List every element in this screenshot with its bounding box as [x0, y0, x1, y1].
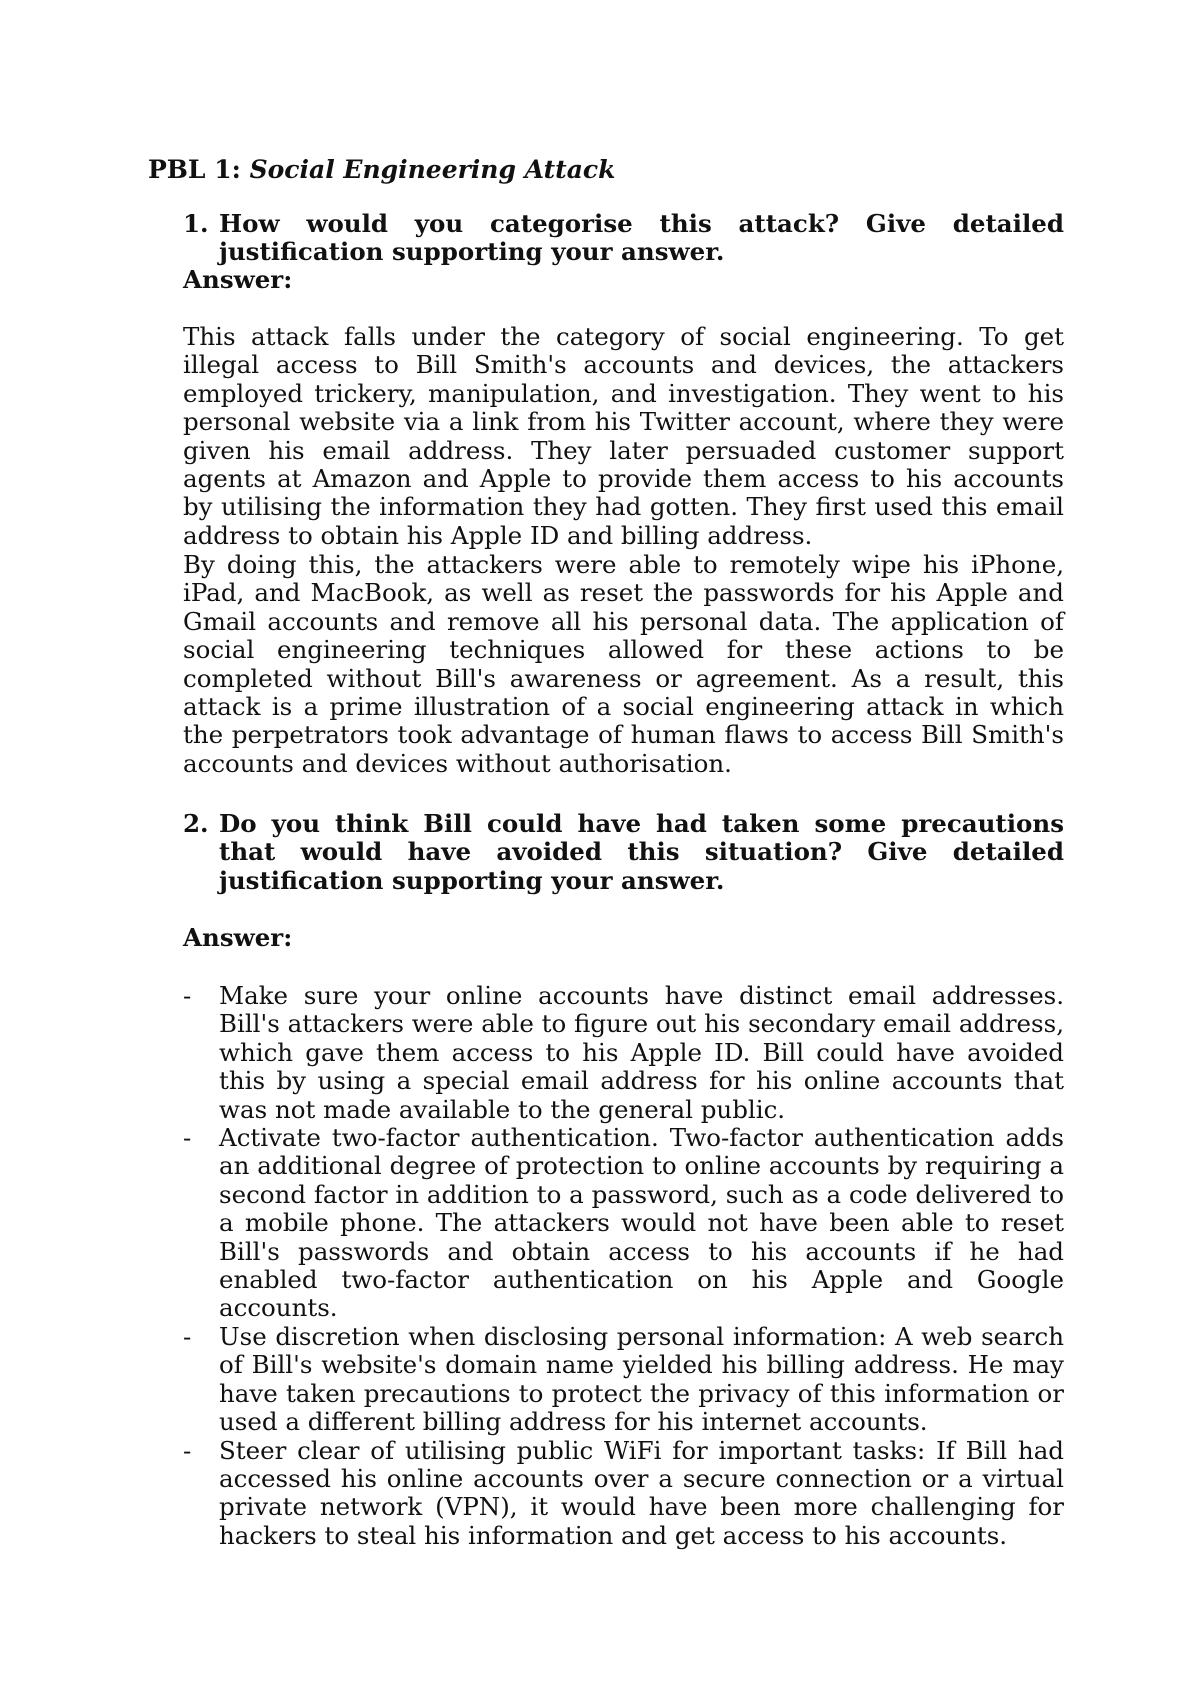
bullet-marker: - [183, 1123, 192, 1153]
list-item [183, 1124, 1064, 1323]
bullet-marker: - [183, 1321, 192, 1351]
question-2-answer-label: Answer: [183, 923, 293, 952]
precautions-list [183, 982, 1064, 1550]
title-prefix: PBL 1: [148, 155, 241, 184]
answer-1-paragraph-1: This attack falls under the category of social engineering. To get illegal access to Bill Smith's accounts and devices, the attackers employed trickery, manipulation, and investigation. They went to his personal website via a link from his Twitter account, where they were given his email address. They later persuaded customer support agents at Amazon and Apple to provide them access to his accounts by utilising the information they had gotten. They first used this email address to obtain his Apple ID and billing address. [183, 322, 1064, 550]
list-item-text: Activate two-factor authentication. Two-factor authentication adds an additional degree of protection to online accounts by requiring a second factor in addition to a password, such as a code delivered to a mobile phone. The attackers would not have been able to reset Bill's passwords and obtain access to his accounts if he had enabled two-factor authentication on his Apple and Google accounts. [219, 1123, 1064, 1323]
page-title [148, 156, 615, 184]
question-1-number: 1. [183, 209, 209, 238]
question-2-text: Do you think Bill could have had taken some precautions that would have avoided this situation? Give detailed justification supporting your answer. [219, 809, 1064, 895]
answer-1-paragraph-2: By doing this, the attackers were able to remotely wipe his iPhone, iPad, and MacBook, as well as reset the passwords for his Apple and Gmail accounts and remove all his personal data. The application of social engineering techniques allowed for these actions to be completed without Bill's awareness or agreement. As a result, this attack is a prime illustration of a social engineering attack in which the perpetrators took advantage of human flaws to access Bill Smith's accounts and devices without authorisation. [183, 550, 1064, 778]
question-1-answer-label: Answer: [183, 265, 293, 294]
bullet-marker: - [183, 1435, 192, 1465]
bullet-marker: - [183, 981, 192, 1010]
title-italic: Social Engineering Attack [249, 155, 616, 184]
question-1-text: How would you categorise this attack? Give detailed justification supporting your answer. [219, 209, 1064, 267]
list-item [183, 1437, 1064, 1551]
list-item [183, 1323, 1064, 1437]
list-item-text: Use discretion when disclosing personal information: A web search of Bill's website's domain name yielded his billing address. He may have taken precautions to protect the privacy of this information or used a different billing address for his internet accounts. [219, 1321, 1064, 1437]
list-item [183, 982, 1064, 1124]
question-2-number: 2. [183, 809, 209, 838]
list-item-text: Make sure your online accounts have distinct email addresses. Bill's attackers were able to figure out his secondary email address, which gave them access to his Apple ID. Bill could have avoided this by using a special email address for his online accounts that was not made available to the general public. [219, 981, 1064, 1124]
list-item-text: Steer clear of utilising public WiFi for important tasks: If Bill had accessed his online accounts over a secure connection or a virtual private network (VPN), it would have been more challenging for hackers to steal his information and get access to his accounts. [219, 1435, 1064, 1550]
